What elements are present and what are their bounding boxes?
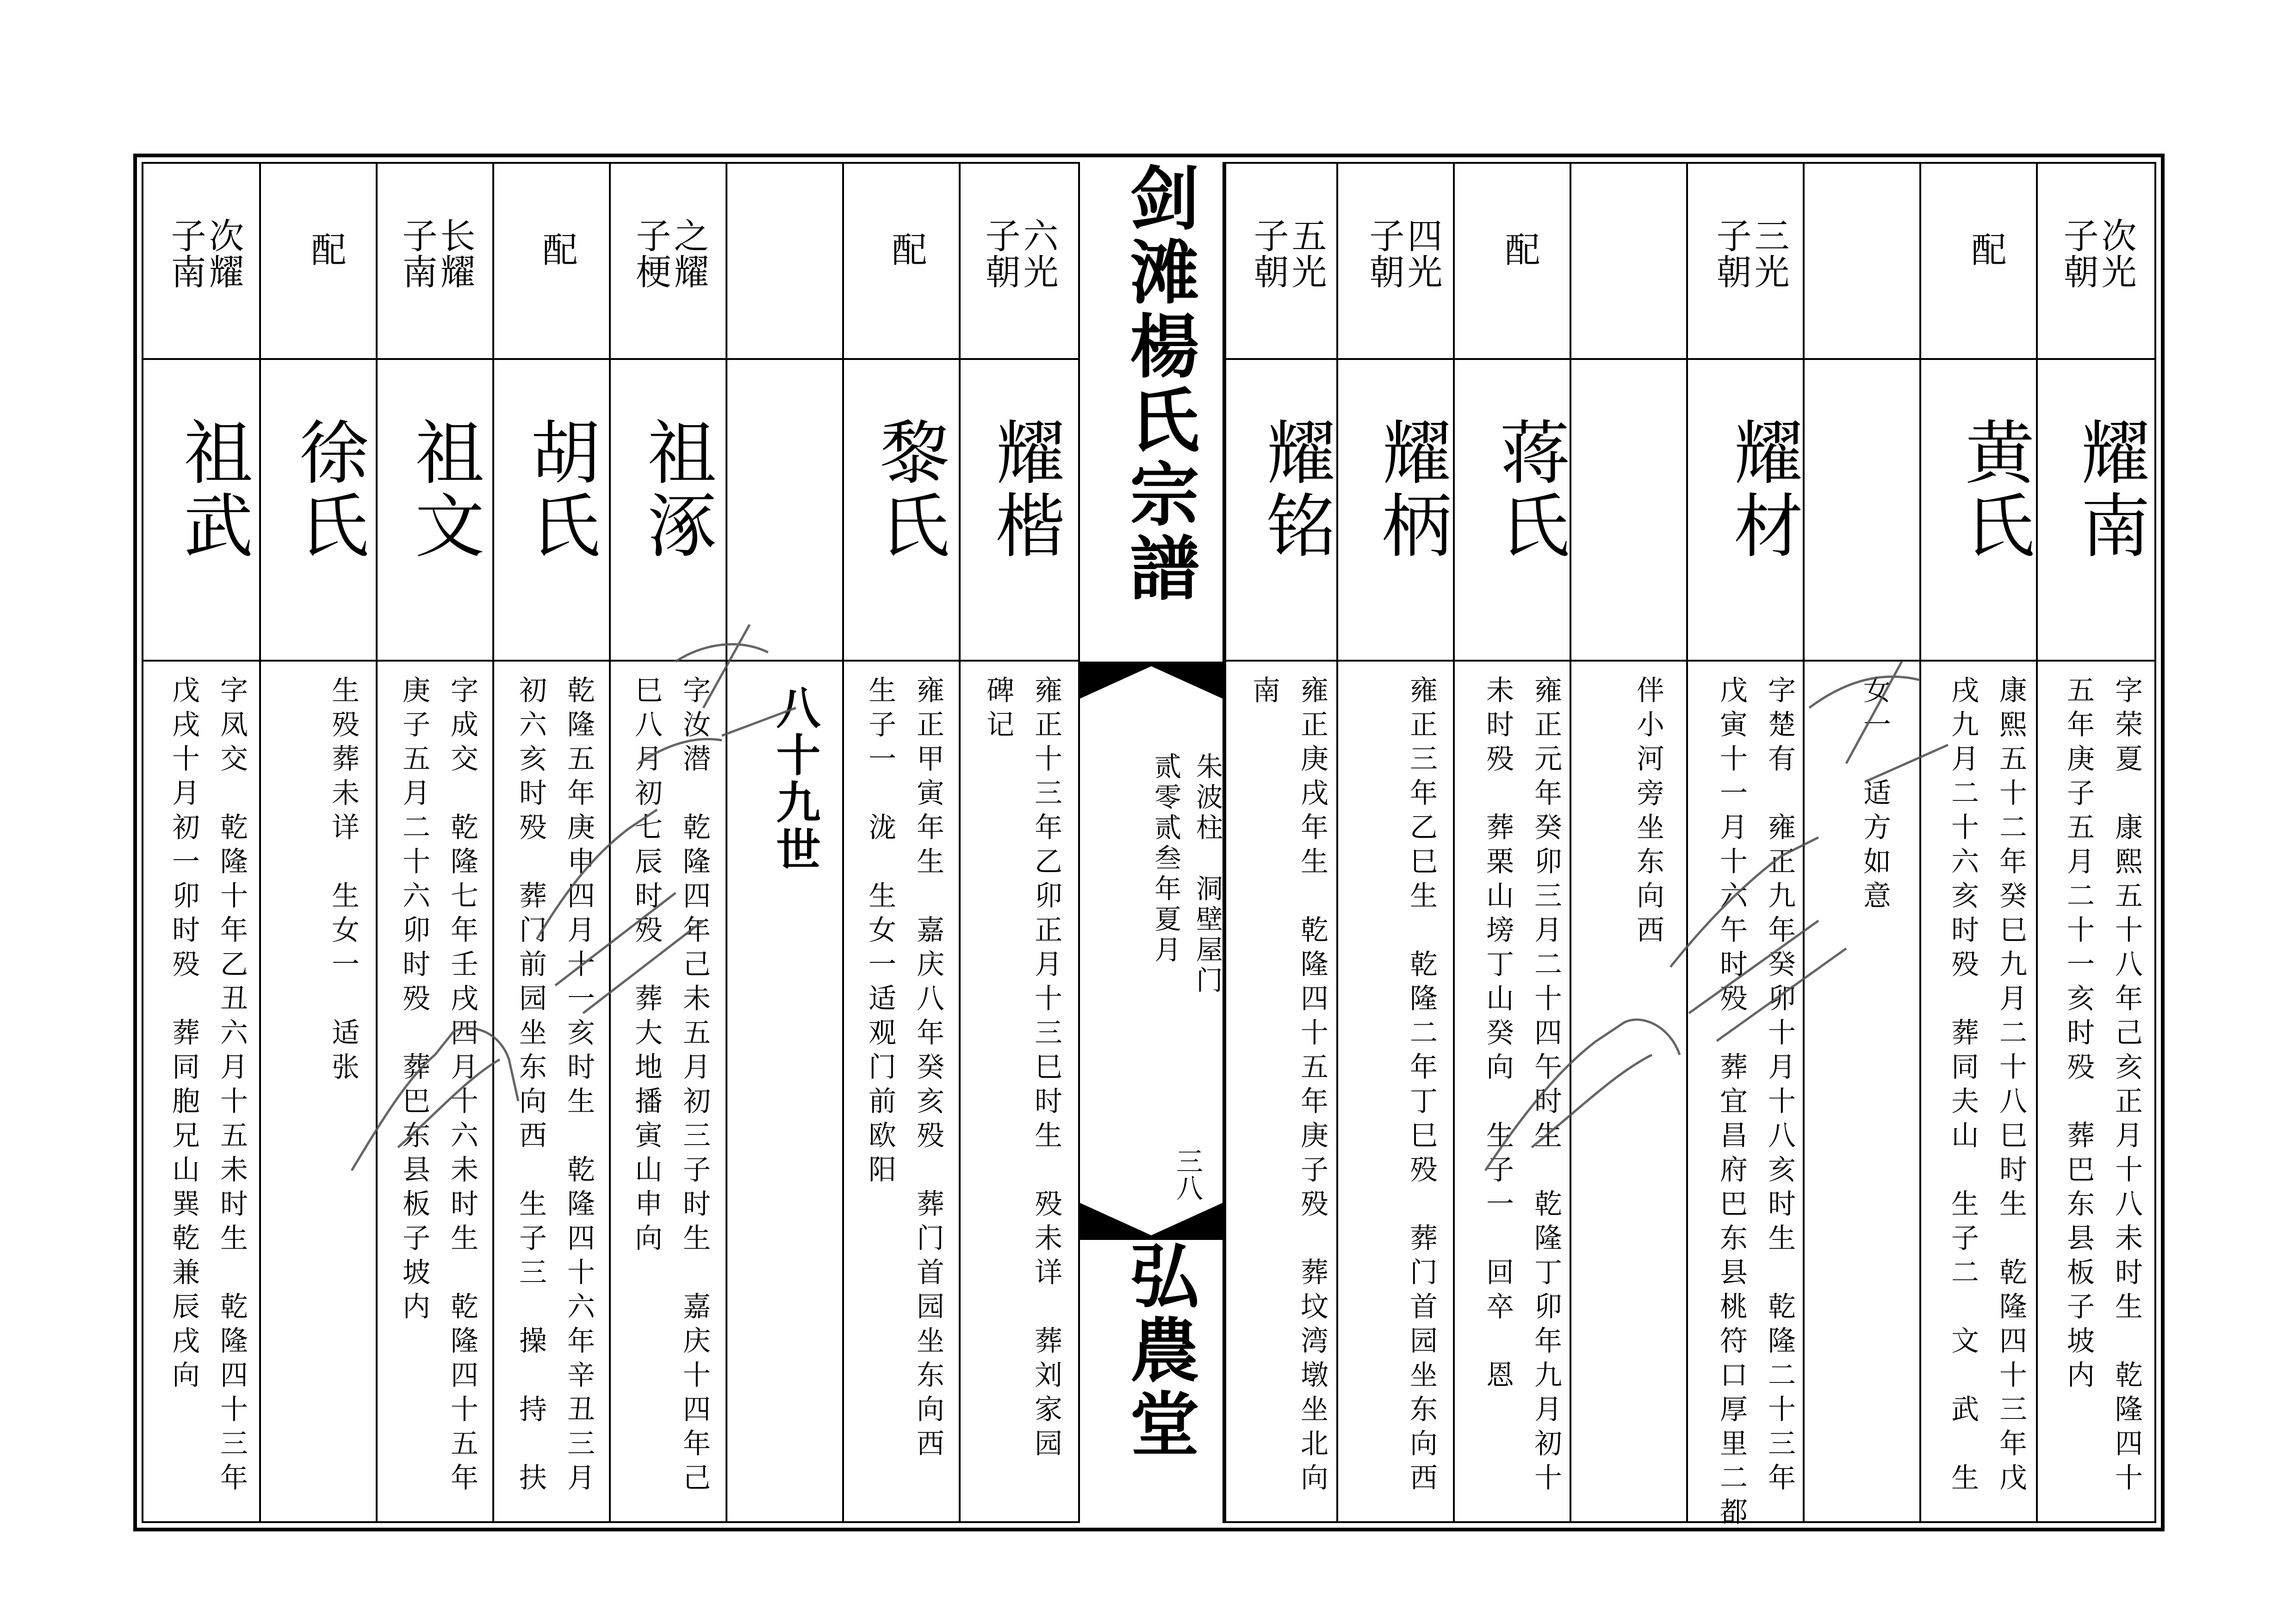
relation-label: 配: [1499, 231, 1540, 266]
header-divider-left: [1224, 358, 2156, 360]
person-name: 蒋氏: [1488, 416, 1569, 563]
col-divider: [959, 162, 961, 1523]
biography-text: 女一 适方如意: [1859, 675, 1891, 915]
person-name: 黄氏: [1953, 416, 2034, 563]
biography-text: 雍正庚戌年生 乾隆四十五年庚子殁 葬坟湾墩坐北向 南: [1248, 675, 1328, 1497]
person-name: 耀柄: [1370, 416, 1451, 563]
biography-text: 乾隆五年庚申四月十一亥时生 乾隆四十六年辛丑三月 初六亥时殁 葬门前园坐东向西 生子三 操 持 扶: [515, 675, 595, 1497]
biography-text: 雍正三年乙巳生 乾隆二年丁巳殁 葬门首园坐东向西: [1405, 675, 1438, 1497]
relation-label: 配: [537, 231, 578, 266]
compiler-line-2: 贰零贰叁年夏月: [1150, 752, 1181, 966]
biography-text: 雍正十三年乙卯正月十三巳时生 殁未详 葬刘家园 碑记: [982, 675, 1062, 1463]
relation-label: 配: [886, 231, 927, 266]
biography-text: 字汝潜 乾隆四年己未五月初三子时生 嘉庆十四年己 巳八月初七辰时殁 葬大地播寅山申向: [630, 675, 711, 1497]
spine-notch-bottom: [1080, 1203, 1222, 1240]
relation-label: 配: [305, 231, 347, 266]
biography-text: 字成交 乾隆七年壬戌四月十六未时生 乾隆四十五年 庚子五月二十六卯时殁 葬巴东县板子坡内: [398, 675, 478, 1497]
relation-label: 次光 子朝: [2058, 217, 2137, 290]
col-divider: [1336, 162, 1338, 1523]
biography-text: 字凤交 乾隆十年乙丑六月十五未时生 乾隆四十三年 戊戌十月初一卯时殁 葬同胞兄山巽乾兼辰戌向: [168, 675, 248, 1497]
relation-label: 四光 子朝: [1364, 217, 1443, 290]
genealogy-title: 剑滩楊氏宗譜: [1118, 162, 1199, 606]
compiler-info: [1103, 703, 1270, 997]
person-name: 耀楷: [984, 416, 1064, 563]
person-name: 祖涿: [635, 416, 716, 563]
person-name: 耀铭: [1254, 416, 1335, 563]
generation-label: 八十九世: [769, 685, 821, 873]
biography-text: 字荣夏 康熙五十八年己亥正月十八未时生 乾隆四十 五年庚子五月二十一亥时殁 葬巴东县板子坡内: [2062, 675, 2143, 1497]
person-name: 耀材: [1722, 416, 1802, 563]
person-name: 祖武: [172, 416, 252, 563]
person-name: 祖文: [403, 416, 484, 563]
relation-label: 长耀 子南: [397, 217, 476, 290]
biography-text: 字楚有 雍正九年癸卯十月十八亥时生 乾隆二十三年 戊寅十一月十六午时殁 葬宜昌府巴东县桃符口厚里二都: [1715, 675, 1796, 1531]
center-spine: [1078, 162, 1224, 1523]
biography-text: 康熙五十二年癸巳九月二十八巳时生 乾隆四十三年戊 戌九月二十六亥时殁 葬同夫山 生子二 文 武 生: [1947, 675, 2027, 1497]
relation-label: 六光 子朝: [980, 217, 1059, 290]
relation-label: 五光 子朝: [1248, 217, 1327, 290]
page-number: 三八: [1172, 1147, 1203, 1201]
relation-label: 配: [1966, 231, 2007, 266]
compiler-line-1: 朱波柱 洞壁屋门: [1191, 752, 1223, 997]
col-divider: [842, 162, 844, 1523]
spine-notch-top: [1080, 662, 1222, 699]
col-divider: [2036, 162, 2038, 1523]
biography-text: 雍正甲寅年生 嘉庆八年癸亥殁 葬门首园坐东向西 生子一 泷 生女一适观门前欧阳: [864, 675, 944, 1463]
person-name: 徐氏: [287, 416, 368, 563]
biography-text: 伴小河旁坐东向西: [1632, 675, 1664, 949]
biography-text: 雍正元年癸卯三月二十四午时生 乾隆丁卯年九月初十 未时殁 葬栗山塝丁山癸向 生子一 回卒 恩: [1482, 675, 1562, 1497]
watermark-stamp-right: [1411, 569, 1967, 1263]
relation-label: 三光 子朝: [1711, 217, 1790, 290]
relation-label: 次耀 子南: [165, 217, 244, 290]
person-name: 耀南: [2069, 416, 2149, 563]
person-name: 黎氏: [868, 416, 949, 563]
biography-text: 生殁葬未详 生女一 适张: [327, 675, 360, 1086]
relation-label: 之耀 子梗: [630, 217, 709, 290]
hall-name: 弘農堂: [1118, 1240, 1199, 1462]
watermark-stamp-left: [259, 569, 824, 1263]
person-name: 胡氏: [519, 416, 599, 563]
